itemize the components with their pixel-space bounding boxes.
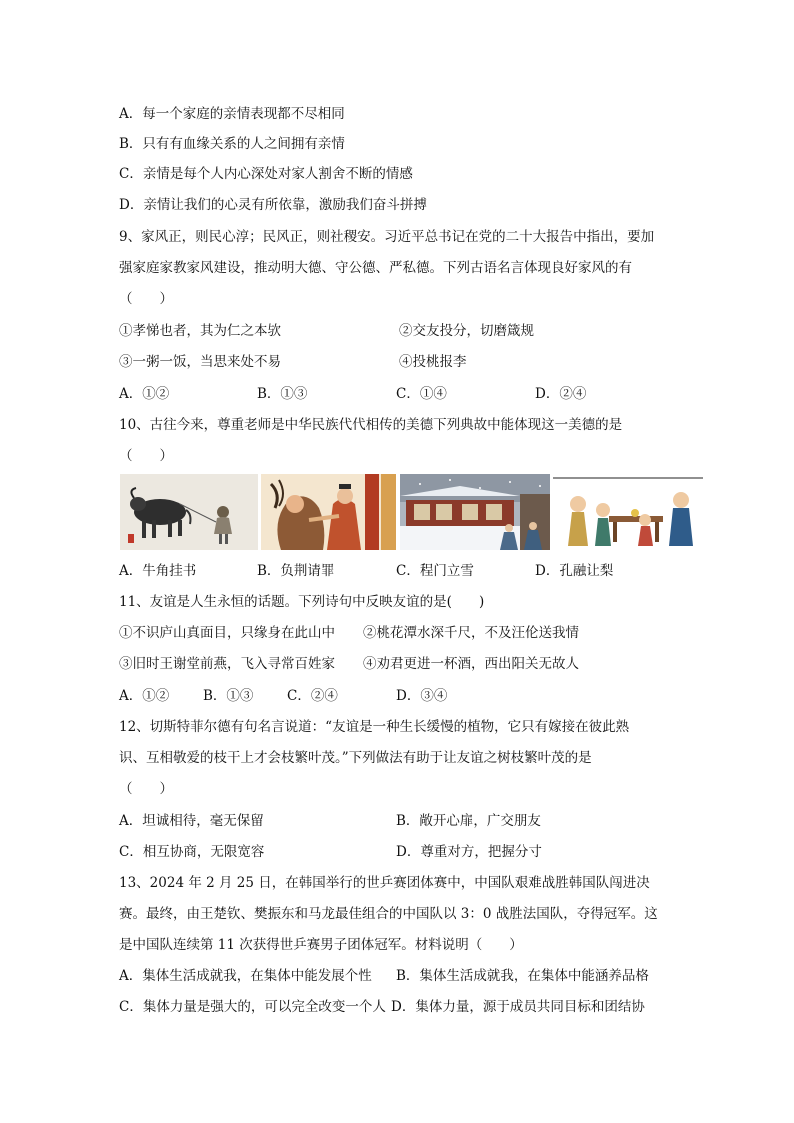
q9-statements-row2 <box>119 353 704 371</box>
q12-stem-line1: 12、切斯特菲尔德有句名言说道：“友谊是一种生长缓慢的植物，它只有嫁接在彼此熟 <box>119 719 630 735</box>
q13-option-d: D．集体力量，源于成员共同目标和团结协 <box>391 999 645 1015</box>
q9-answer-blank: （ ） <box>119 291 173 307</box>
q10-option-a: A．牛角挂书 <box>119 563 197 579</box>
q12-option-c: C．相互协商，无限宽容 <box>119 844 265 860</box>
q9-option-c: C．①④ <box>396 386 447 402</box>
q13-options-row1 <box>119 967 704 985</box>
q8-option-a: A．每一个家庭的亲情表现都不尽相同 <box>119 106 345 122</box>
q9-options <box>119 385 704 403</box>
q11-option-b: B．①③ <box>203 688 254 704</box>
q11-option-c: C．②④ <box>287 688 338 704</box>
q11-statements-row2 <box>119 655 704 673</box>
q9-option-d: D．②④ <box>535 386 587 402</box>
q12-answer-blank: （ ） <box>119 781 173 797</box>
q13-stem-line2: 赛。最终，由王楚钦、樊振东和马龙最佳组合的中国队以 3：0 战胜法国队，夺得冠军。这 <box>119 906 658 922</box>
q10-stem-line1: 10、古往今来，尊重老师是中华民族代代相传的美德下列典故中能体现这一美德的是 <box>119 417 623 433</box>
q9-option-b: B．①③ <box>257 386 308 402</box>
q13-option-b: B．集体生活成就我，在集体中能涵养品格 <box>396 968 649 984</box>
q8-option-c: C．亲情是每个人内心深处对家人割舍不断的情感 <box>119 166 413 182</box>
q12-option-b: B．敞开心扉，广交朋友 <box>396 813 541 829</box>
q9-statements-row1 <box>119 322 704 340</box>
q8-option-d: D．亲情让我们的心灵有所依靠，激励我们奋斗拼搏 <box>119 197 427 213</box>
q9-stem-line1: 9、家风正，则民心淳；民风正，则社稷安。习近平总书记在党的二十大报告中指出，要加 <box>119 229 655 245</box>
q10-option-d: D．孔融让梨 <box>535 563 614 579</box>
q9-statement-1: ①孝悌也者，其为仁之本欤 <box>119 323 281 339</box>
q11-option-a: A．①② <box>119 688 170 704</box>
q11-statement-4: ④劝君更进一杯酒，西出阳关无故人 <box>363 656 579 672</box>
q13-options-row2 <box>119 998 704 1016</box>
q13-option-c: C．集体力量是强大的，可以完全改变一个人 <box>119 999 386 1015</box>
ox-painting-image <box>120 474 258 550</box>
q10-options <box>119 562 704 580</box>
q13-stem-line3: 是中国队连续第 11 次获得世乒赛男子团体冠军。材料说明（ ） <box>119 937 523 953</box>
q13-option-a: A．集体生活成就我，在集体中能发展个性 <box>119 968 372 984</box>
q9-statement-4: ④投桃报李 <box>399 354 467 370</box>
q9-stem-line2: 强家庭家教家风建设，推动明大德、守公德、严私德。下列古语名言体现良好家风的有 <box>119 260 632 276</box>
q10-option-c: C．程门立雪 <box>396 563 474 579</box>
q11-options <box>119 687 704 705</box>
q11-statements-row1 <box>119 624 704 642</box>
q10-option-b: B．负荆请罪 <box>257 563 335 579</box>
apology-scene-image <box>261 474 396 550</box>
q9-statement-3: ③一粥一饭，当思来处不易 <box>119 354 281 370</box>
q9-statement-2: ②交友投分，切磨箴规 <box>399 323 534 339</box>
q10-image-strip <box>120 474 703 550</box>
q12-option-d: D．尊重对方，把握分寸 <box>396 844 542 860</box>
q12-stem-line2: 识、互相敬爱的枝干上才会枝繁叶茂。”下列做法有助于让友谊之树枝繁叶茂的是 <box>119 750 592 766</box>
q11-statement-1: ①不识庐山真面目，只缘身在此山中 <box>119 625 335 641</box>
q8-option-b: B．只有有血缘关系的人之间拥有亲情 <box>119 136 345 152</box>
q9-option-a: A．①② <box>119 386 170 402</box>
snow-courtyard-image <box>400 474 550 550</box>
q11-stem-line1: 11、友谊是人生永恒的话题。下列诗句中反映友谊的是( ) <box>119 594 485 610</box>
pear-sharing-image <box>553 474 703 550</box>
q13-stem-line1: 13、2024 年 2 月 25 日，在韩国举行的世乒赛团体赛中，中国队艰难战胜韩国队闯进决 <box>119 875 650 891</box>
q12-options-row1 <box>119 812 704 830</box>
q10-answer-blank: （ ） <box>119 448 173 464</box>
q12-options-row2 <box>119 843 704 861</box>
q11-statement-2: ②桃花潭水深千尺，不及汪伦送我情 <box>363 625 579 641</box>
q12-option-a: A．坦诚相待，毫无保留 <box>119 813 264 829</box>
q11-statement-3: ③旧时王谢堂前燕，飞入寻常百姓家 <box>119 656 335 672</box>
q11-option-d: D．③④ <box>396 688 448 704</box>
